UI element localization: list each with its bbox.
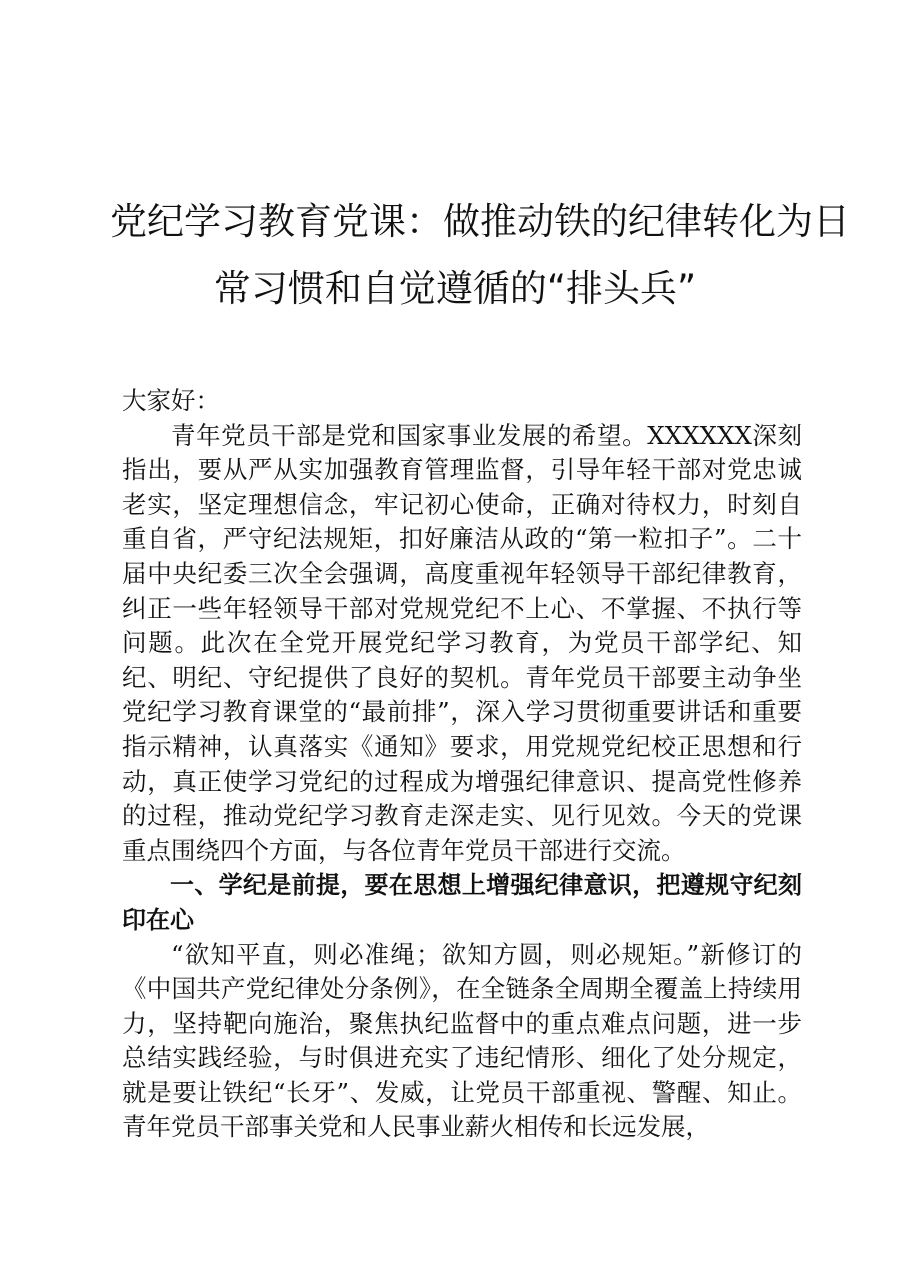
document-body	[122, 384, 802, 1145]
salutation: 大家好：	[122, 386, 220, 415]
title-line-2: 常习惯和自觉遵循的“排头兵”	[213, 267, 697, 310]
section-heading-1: 一、学纪是前提，要在思想上增强纪律意识，把遵规守纪刻印在心	[122, 871, 802, 934]
paragraph-section-1: “欲知平直，则必准绳；欲知方圆，则必规矩。”新修订的《中国共产党纪律处分条例》，在全链条全周期全覆盖上持续用力，坚持靶向施治，聚焦执纪监督中的重点难点问题，进一步总结实践经验，与时俱进充实了违纪情形、细化了处分规定，就是要让铁纪“长牙”、发威，让党员干部重视、警醒、知止。青年党员干部事关党和人民事业薪火相传和长远发展，	[122, 939, 802, 1142]
title-line-1: 党纪学习教育党课：做推动铁的纪律转化为日	[110, 200, 850, 243]
paragraph-intro: 青年党员干部是党和国家事业发展的希望。XXXXXX深刻指出，要从严从实加强教育管理监督，引导年轻干部对党忠诚老实，坚定理想信念，牢记初心使命，正确对待权力，时刻自重自省，严守纪法规矩，扣好廉洁从政的“第一粒扣子”。二十届中央纪委三次全会强调，高度重视年轻领导干部纪律教育，纠正一些年轻领导干部对党规党纪不上心、不掌握、不执行等问题。此次在全党开展党纪学习教育，为党员干部学纪、知纪、明纪、守纪提供了良好的契机。青年党员干部要主动争坐党纪学习教育课堂的“最前排”，深入学习贯彻重要讲话和重要指示精神，认真落实《通知》要求，用党规党纪校正思想和行动，真正使学习党纪的过程成为增强纪律意识、提高党性修养的过程，推动党纪学习教育走深走实、见行见效。今天的党课重点围绕四个方面，与各位青年党员干部进行交流。	[122, 420, 802, 865]
document-title	[110, 188, 850, 322]
